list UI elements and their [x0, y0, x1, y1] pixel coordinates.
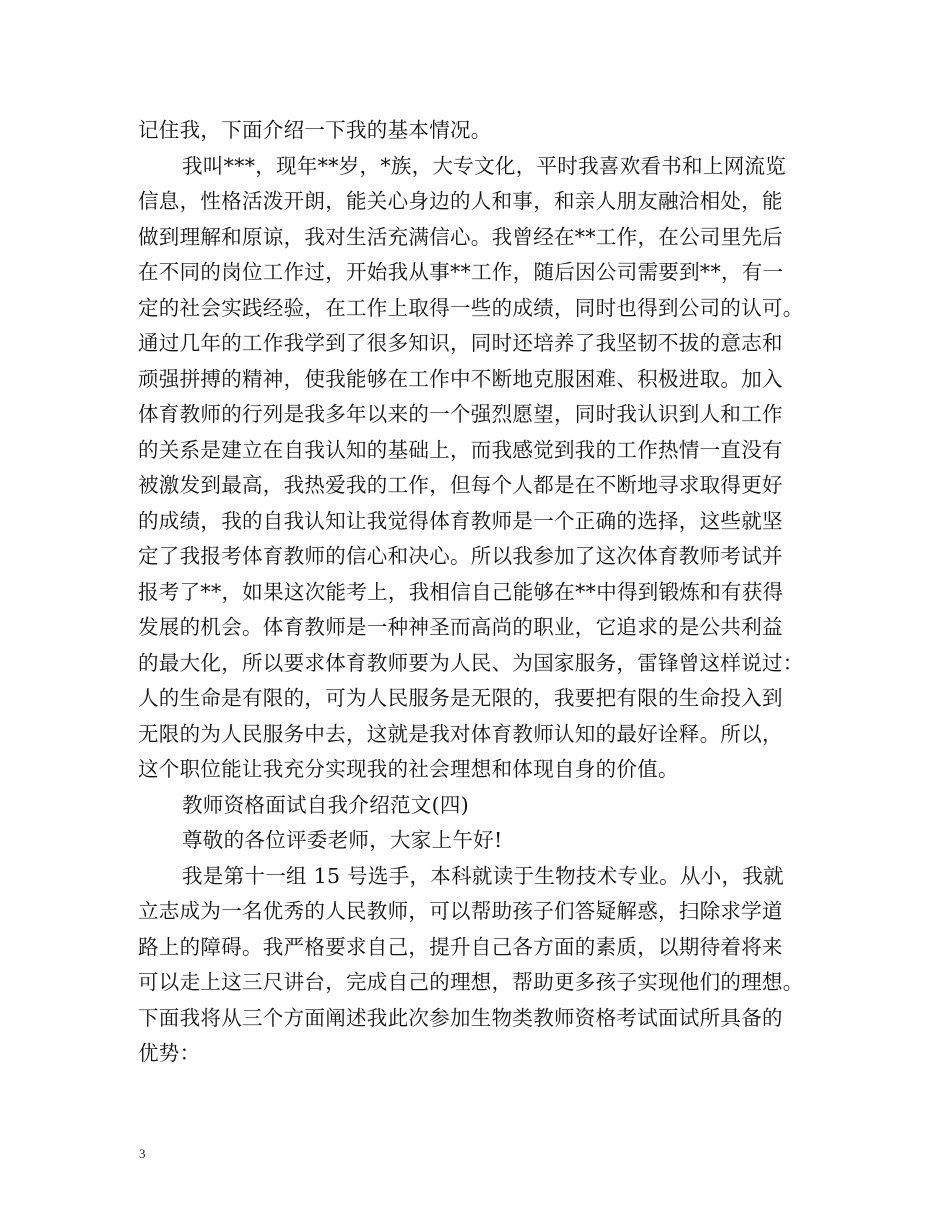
page-number: 3	[139, 1146, 146, 1161]
text-line: 无限的为人民服务中去，这就是我对体育教师认知的最好诠释。所以，	[138, 721, 783, 746]
text-line: 立志成为一名优秀的人民教师，可以帮助孩子们答疑解惑，扫除求学道	[138, 899, 783, 923]
text-line: 尊敬的各位评委老师，大家上午好!	[182, 828, 503, 852]
text-line: 信息，性格活泼开朗，能关心身边的人和事，和亲人朋友融洽相处，能	[138, 189, 783, 213]
text-line: 下面我将从三个方面阐述我此次参加生物类教师资格考试面试所具备的	[138, 1005, 783, 1030]
text-line: 我叫***，现年**岁，*族，大专文化，平时我喜欢看书和上网流览	[182, 153, 787, 178]
text-line: 优势：	[138, 1041, 201, 1065]
text-line: 做到理解和原谅，我对生活充满信心。我曾经在**工作，在公司里先后	[138, 224, 784, 249]
text-line: 这个职位能让我充分实现我的社会理想和体现自身的价值。	[138, 757, 679, 781]
text-line: 体育教师的行列是我多年以来的一个强烈愿望，同时我认识到人和工作	[138, 402, 783, 426]
text-line: 顽强拼搏的精神，使我能够在工作中不断地克服困难、积极进取。加入	[138, 366, 783, 391]
text-line: 通过几年的工作我学到了很多知识，同时还培养了我坚韧不拔的意志和	[138, 331, 783, 355]
text-line: 报考了**，如果这次能考上，我相信自己能够在**中得到锻炼和有获得	[138, 579, 784, 604]
text-line: 路上的障碍。我严格要求自己，提升自己各方面的素质，以期待着将来	[138, 934, 783, 959]
text-line: 的关系是建立在自我认知的基础上，而我感觉到我的工作热情一直没有	[138, 437, 783, 462]
text-line: 定的社会实践经验，在工作上取得一些的成绩，同时也得到公司的认可。	[138, 295, 804, 320]
text-line: 在不同的岗位工作过，开始我从事**工作，随后因公司需要到**，有一	[138, 260, 784, 284]
text-line: 教师资格面试自我介绍范文(四)	[182, 792, 469, 817]
text-line: 定了我报考体育教师的信心和决心。所以我参加了这次体育教师考试并	[138, 544, 783, 568]
text-line: 发展的机会。体育教师是一种神圣而高尚的职业，它追求的是公共利益	[138, 615, 783, 639]
text-line: 我是第十一组 15 号选手，本科就读于生物技术专业。从小，我就	[182, 863, 784, 888]
text-line: 的成绩，我的自我认知让我觉得体育教师是一个正确的选择，这些就坚	[138, 508, 783, 533]
text-line: 人的生命是有限的，可为人民服务是无限的，我要把有限的生命投入到	[138, 686, 783, 710]
text-line: 可以走上这三尺讲台，完成自己的理想，帮助更多孩子实现他们的理想。	[138, 970, 804, 994]
body-text	[138, 113, 828, 1072]
text-line: 的最大化，所以要求体育教师要为人民、为国家服务，雷锋曾这样说过：	[138, 650, 804, 675]
text-line: 记住我，下面介绍一下我的基本情况。	[138, 118, 492, 142]
text-line: 被激发到最高，我热爱我的工作，但每个人都是在不断地寻求取得更好	[138, 473, 783, 497]
